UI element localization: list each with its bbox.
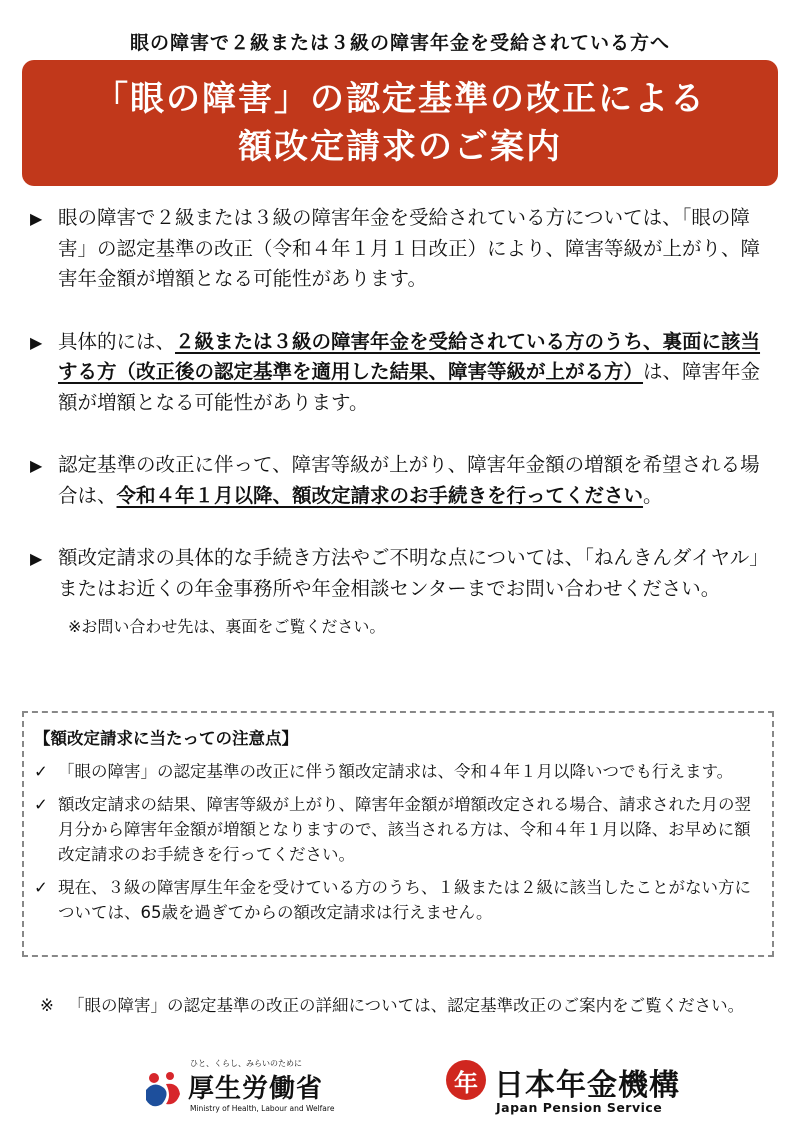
bullet-text-post: は、障害年金額が増額となる可能性があります。 bbox=[58, 360, 761, 414]
notice-item bbox=[34, 875, 758, 925]
bullet-text: 眼の障害で２級または３級の障害年金を受給されている方については、「眼の障害」の認定基準の改正（令和４年１月１日改正）により、障害等級が上がり、障害年金額が増額となる可能性があります。 bbox=[58, 206, 761, 290]
bullet-emphasis: 令和４年１月以降、額改定請求のお手続きを行ってください bbox=[116, 483, 644, 507]
bullet-item bbox=[30, 450, 775, 511]
bullet-text-pre: 具体的には、 bbox=[58, 329, 176, 353]
notice-box bbox=[22, 711, 774, 957]
bullet-text bbox=[58, 327, 775, 419]
bullet-text bbox=[58, 450, 775, 511]
triangle-bullet-icon: ▶ bbox=[30, 549, 43, 568]
bullet-emphasis: ２級または３級の障害年金を受給されている方のうち、裏面に該当する方（改正後の認定基準を適用した結果、障害等級が上がる方） bbox=[58, 329, 761, 383]
mhlw-english-name: Ministry of Health, Labour and Welfare bbox=[190, 1104, 335, 1113]
contact-note: ※お問い合わせ先は、裏面をご覧ください。 bbox=[68, 617, 386, 636]
triangle-bullet-icon: ▶ bbox=[30, 209, 43, 228]
footer-note bbox=[40, 993, 780, 1018]
jps-name: 日本年金機構 bbox=[494, 1068, 680, 1103]
notice-heading: 【額改定請求に当たっての注意点】 bbox=[34, 729, 298, 748]
mhlw-emblem-icon bbox=[140, 1066, 184, 1110]
mhlw-logo bbox=[140, 1058, 370, 1118]
notice-item bbox=[34, 792, 758, 867]
notice-item-text: 現在、３級の障害厚生年金を受けている方のうち、１級または２級に該当したことがない方については、65歳を過ぎてからの額改定請求は行えません。 bbox=[58, 878, 751, 922]
checkmark-icon: ✓ bbox=[34, 762, 48, 781]
bullet-text-post: 。 bbox=[643, 483, 663, 507]
footer-note-text: 「眼の障害」の認定基準の改正の詳細については、認定基準改正のご案内をご覧ください。 bbox=[68, 996, 745, 1015]
bullet-item bbox=[30, 543, 775, 604]
bullet-item bbox=[30, 203, 775, 295]
checkmark-icon: ✓ bbox=[34, 878, 48, 897]
mhlw-tagline: ひと、くらし、みらいのために bbox=[190, 1059, 302, 1068]
bullet-text-pre: 認定基準の改正に伴って、障害等級が上がり、障害年金額の増額を希望される場合は、 bbox=[58, 453, 760, 507]
jps-emblem-icon: 年 bbox=[446, 1060, 486, 1100]
mhlw-name: 厚生労働省 bbox=[188, 1074, 324, 1104]
jps-logo bbox=[446, 1058, 686, 1118]
title-line-1: 「眼の障害」の認定基準の改正による bbox=[94, 79, 706, 119]
triangle-bullet-icon: ▶ bbox=[30, 332, 43, 352]
triangle-bullet-icon: ▶ bbox=[30, 456, 43, 475]
title-banner bbox=[22, 60, 778, 186]
notice-item-text: 「眼の障害」の認定基準の改正に伴う額改定請求は、令和４年１月以降いつでも行えます。 bbox=[58, 762, 734, 781]
asterisk-mark: ※ bbox=[40, 996, 54, 1015]
notice-item-text: 額改定請求の結果、障害等級が上がり、障害年金額が増額改定される場合、請求された月の翌月分から障害年金額が増額となりますので、該当される方は、令和４年１月以降、お早めに額改定請求のお手続きを行ってください。 bbox=[58, 795, 751, 864]
subtitle: 眼の障害で２級または３級の障害年金を受給されている方へ bbox=[129, 32, 670, 54]
jps-english-name: Japan Pension Service bbox=[496, 1100, 663, 1115]
title-line-2: 額改定請求のご案内 bbox=[238, 127, 562, 167]
checkmark-icon: ✓ bbox=[34, 795, 48, 814]
bullet-text: 額改定請求の具体的な手続き方法やご不明な点については、「ねんきんダイヤル」またはお近くの年金事務所や年金相談センターまでお問い合わせください。 bbox=[58, 546, 769, 600]
notice-item bbox=[34, 759, 758, 784]
bullet-item bbox=[30, 327, 775, 419]
bullet-list bbox=[30, 203, 775, 637]
